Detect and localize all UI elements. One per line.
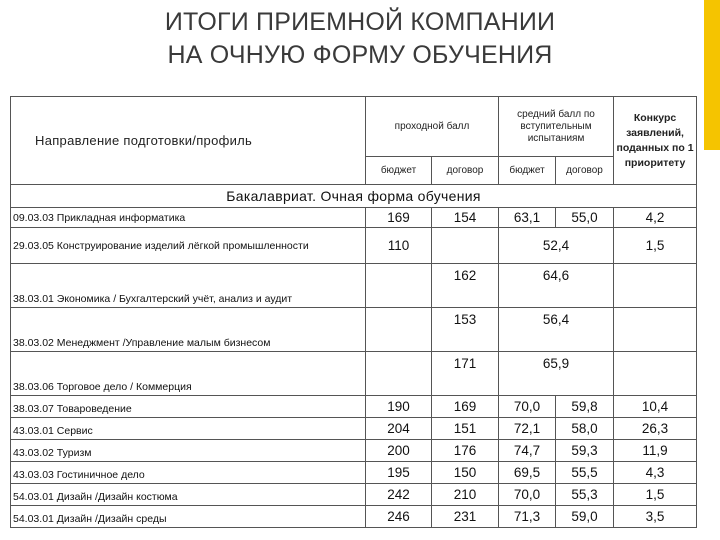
pass-contract-cell: 231 [432,506,499,528]
pass-contract-cell: 210 [432,484,499,506]
pass-budget-cell: 110 [366,228,432,264]
row-direction: 54.03.01 Дизайн /Дизайн среды [11,506,366,528]
avg-merged-cell: 64,6 [499,264,614,308]
row-direction: 43.03.01 Сервис [11,418,366,440]
row-direction: 09.03.03 Прикладная информатика [11,208,366,228]
table-row [11,506,697,528]
competition-cell: 4,3 [614,462,697,484]
table-row [11,484,697,506]
table-row [11,418,697,440]
pass-budget-cell: 195 [366,462,432,484]
competition-cell: 26,3 [614,418,697,440]
avg-budget-cell: 63,1 [499,208,556,228]
avg-contract-cell: 55,3 [556,484,614,506]
row-direction: 38.03.06 Торговое дело / Коммерция [11,352,366,396]
header-avg-budget: бюджет [499,157,556,185]
competition-cell: 1,5 [614,484,697,506]
competition-cell: 11,9 [614,440,697,462]
avg-merged-cell: 65,9 [499,352,614,396]
avg-contract-cell: 55,0 [556,208,614,228]
pass-budget-cell [366,308,432,352]
avg-merged-cell: 56,4 [499,308,614,352]
competition-cell: 4,2 [614,208,697,228]
pass-contract-cell: 169 [432,396,499,418]
pass-contract-cell: 176 [432,440,499,462]
row-direction: 43.03.03 Гостиничное дело [11,462,366,484]
pass-merged-cell: 153 [432,308,499,352]
pass-budget-cell [366,264,432,308]
table-row [11,462,697,484]
pass-budget-cell: 246 [366,506,432,528]
row-direction: 38.03.02 Менеджмент /Управление малым бизнесом [11,308,366,352]
competition-cell [614,264,697,308]
pass-budget-cell: 200 [366,440,432,462]
avg-contract-cell: 59,0 [556,506,614,528]
avg-budget-cell: 74,7 [499,440,556,462]
admission-results-table [10,96,697,528]
pass-merged-cell: 171 [432,352,499,396]
competition-cell: 3,5 [614,506,697,528]
pass-budget-cell: 190 [366,396,432,418]
competition-cell: 1,5 [614,228,697,264]
competition-cell: 10,4 [614,396,697,418]
table-row [11,264,697,308]
avg-budget-cell: 71,3 [499,506,556,528]
pass-contract-cell: 150 [432,462,499,484]
competition-cell [614,308,697,352]
title-line-2: НА ОЧНУЮ ФОРМУ ОБУЧЕНИЯ [167,41,553,69]
avg-budget-cell: 72,1 [499,418,556,440]
avg-budget-cell: 70,0 [499,396,556,418]
pass-contract-cell: 154 [432,208,499,228]
header-avg-contract: договор [556,157,614,185]
table-row [11,208,697,228]
avg-contract-cell: 59,8 [556,396,614,418]
table-row [11,396,697,418]
pass-budget-cell: 242 [366,484,432,506]
header-direction: Направление подготовки/профиль [11,97,366,185]
avg-contract-cell: 55,5 [556,462,614,484]
row-direction: 54.03.01 Дизайн /Дизайн костюма [11,484,366,506]
header-passing-score: проходной балл [366,97,499,157]
row-direction: 38.03.01 Экономика / Бухгалтерский учёт, анализ и аудит [11,264,366,308]
row-direction: 38.03.07 Товароведение [11,396,366,418]
header-avg-score: средний балл по вступительным испытаниям [499,97,614,157]
table-row [11,228,697,264]
title-line-1: ИТОГИ ПРИЕМНОЙ КОМПАНИИ [164,8,556,36]
avg-budget-cell: 70,0 [499,484,556,506]
header-pass-budget: бюджет [366,157,432,185]
pass-contract-cell [432,228,499,264]
row-direction: 43.03.02 Туризм [11,440,366,462]
table-row [11,352,697,396]
table-row [11,308,697,352]
pass-merged-cell: 162 [432,264,499,308]
avg-budget-cell: 52,4 [499,228,614,264]
table-row [11,440,697,462]
avg-contract-cell: 58,0 [556,418,614,440]
header-pass-contract: договор [432,157,499,185]
row-direction: 29.03.05 Конструирование изделий лёгкой промышленности [11,228,366,264]
pass-budget-cell [366,352,432,396]
avg-contract-cell: 59,3 [556,440,614,462]
competition-cell [614,352,697,396]
pass-contract-cell: 151 [432,418,499,440]
section-title: Бакалавриат. Очная форма обучения [11,185,697,208]
pass-budget-cell: 169 [366,208,432,228]
avg-budget-cell: 69,5 [499,462,556,484]
header-competition: Конкурс заявлений, поданных по 1 приоритету [614,97,697,185]
pass-budget-cell: 204 [366,418,432,440]
page-title [0,6,720,72]
